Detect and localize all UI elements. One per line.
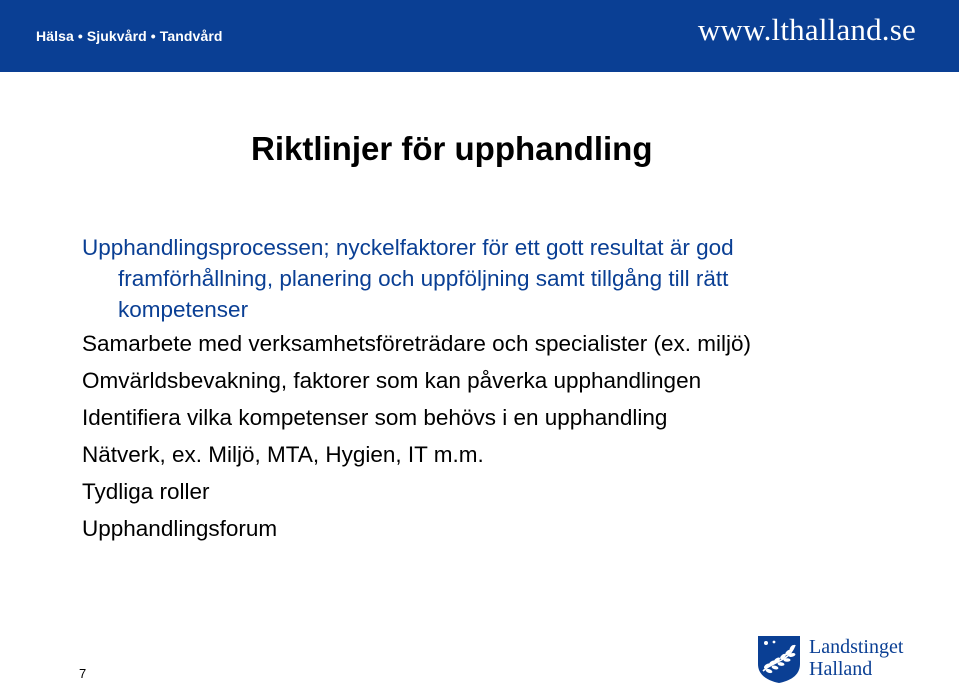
logo-line-2: Halland xyxy=(809,658,873,680)
bullet-item-procurement-forum: Upphandlingsforum xyxy=(82,516,278,541)
bullet-line: Upphandlingsprocessen; nyckelfaktorer för ett gott resultat är god xyxy=(82,235,734,260)
header-bar xyxy=(0,0,959,72)
bullet-item-network: Nätverk, ex. Miljö, MTA, Hygien, IT m.m. xyxy=(82,442,484,467)
header-tagline: Hälsa • Sjukvård • Tandvård xyxy=(36,28,223,44)
bullet-item-collaboration: Samarbete med verksamhetsföreträdare och specialister (ex. miljö) xyxy=(82,331,752,356)
bullet-item-clear-roles: Tydliga roller xyxy=(82,479,210,504)
bullet-line: kompetenser xyxy=(118,297,249,322)
bullet-item-identify-competences: Identifiera vilka kompetenser som behövs i en upphandling xyxy=(82,405,668,430)
bullet-item-environment-monitoring: Omvärldsbevakning, faktorer som kan påverka upphandlingen xyxy=(82,368,702,393)
logo-wordmark xyxy=(809,636,903,680)
logo-line-1: Landstinget xyxy=(809,636,904,658)
page-number: 7 xyxy=(79,666,87,681)
slide-title: Riktlinjer för upphandling xyxy=(251,130,653,167)
bullet-list xyxy=(82,232,942,547)
bullet-line: framförhållning, planering och uppföljning samt tillgång till rätt xyxy=(118,266,729,291)
bullet-item-procurement-process xyxy=(82,232,942,325)
landstinget-halland-emblem-icon xyxy=(755,634,803,684)
header-website: www.lthalland.se xyxy=(697,12,916,47)
landstinget-halland-logo xyxy=(755,634,925,684)
